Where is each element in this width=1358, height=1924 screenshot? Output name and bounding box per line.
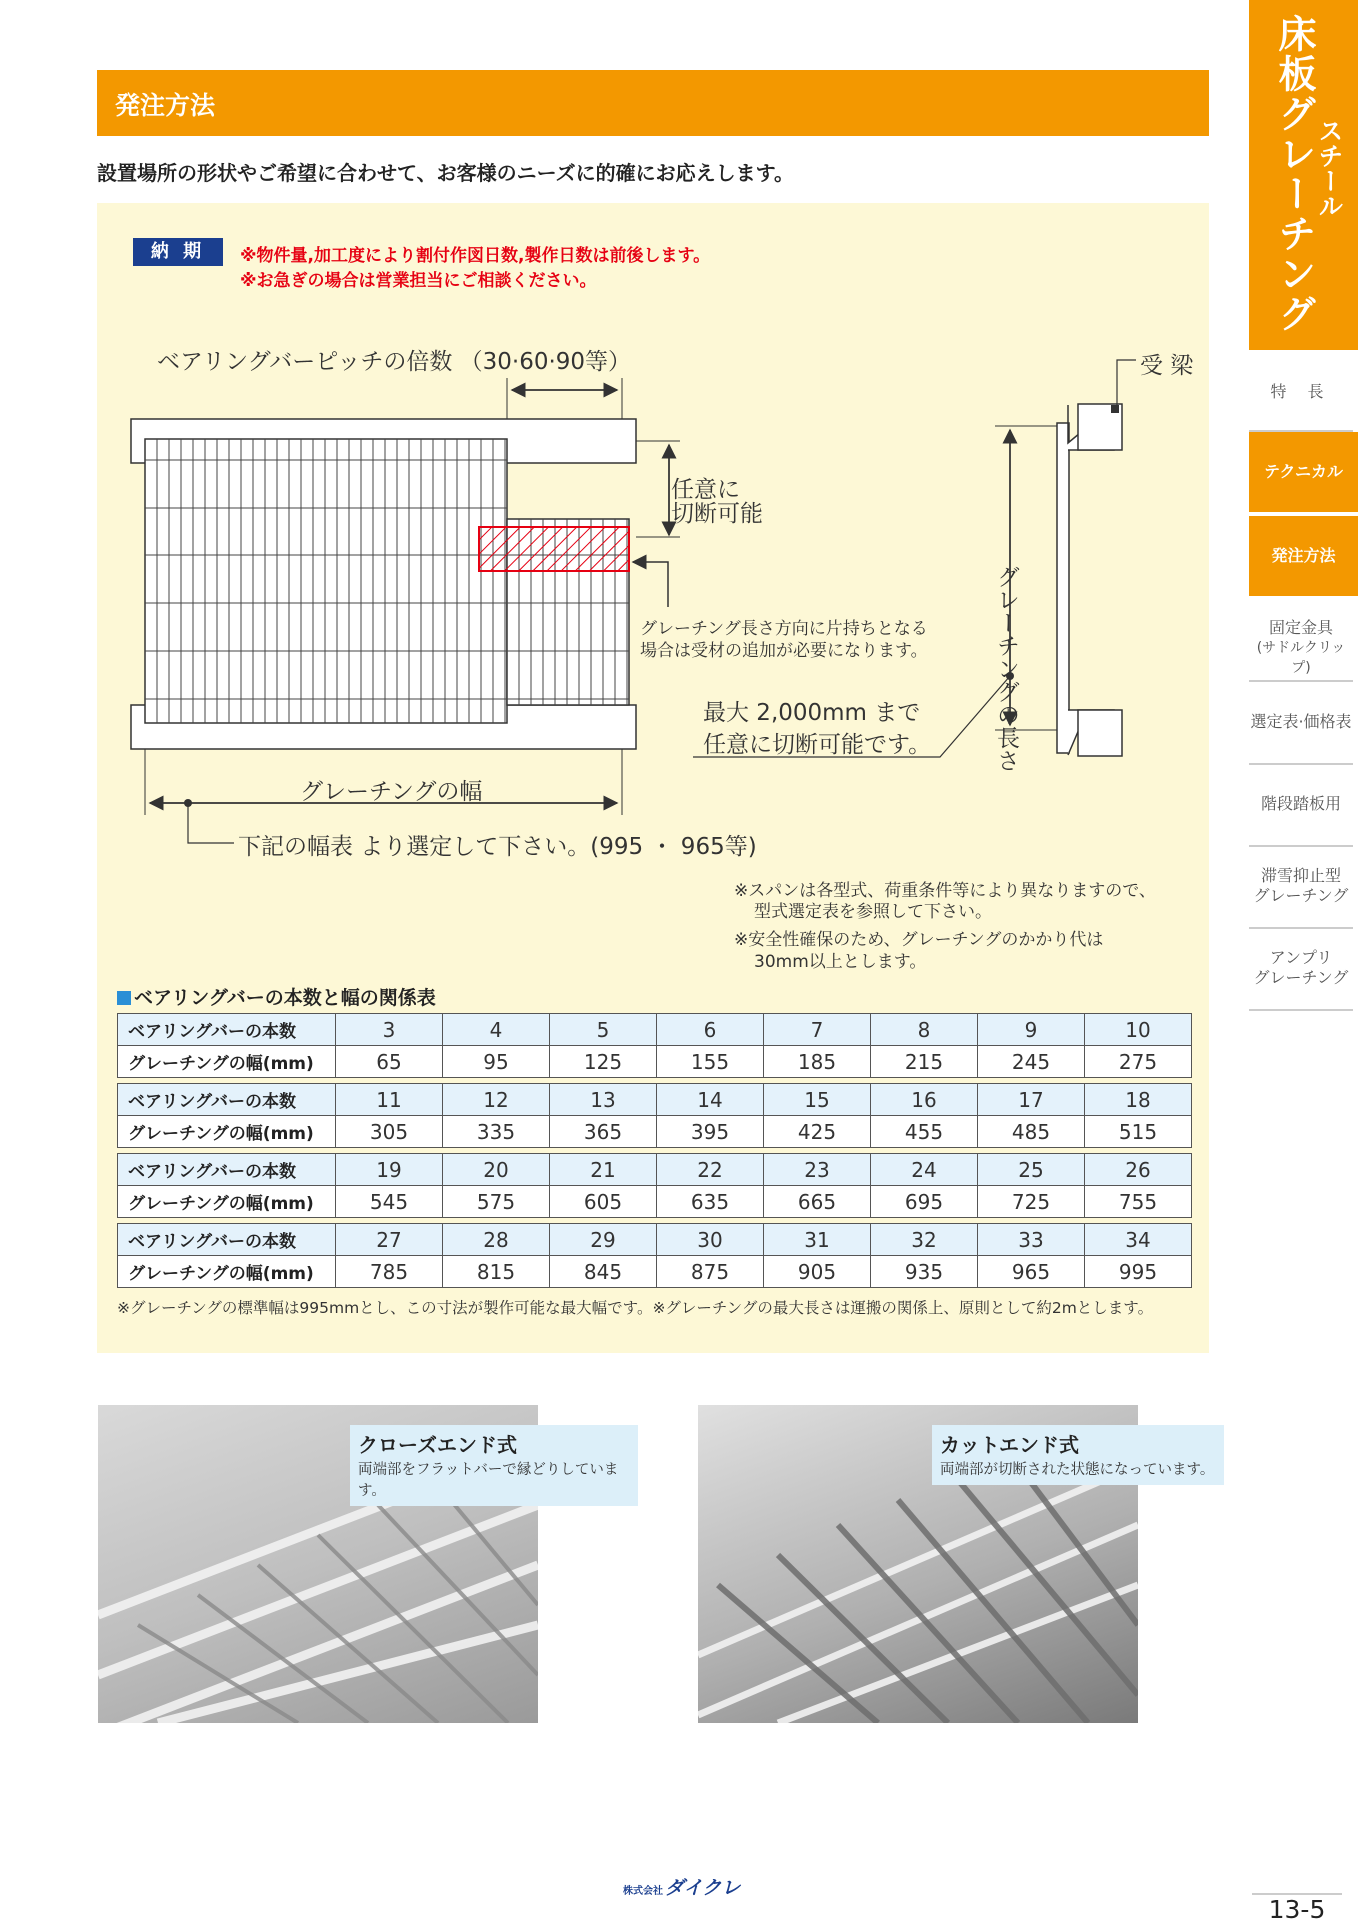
table-row — [118, 1014, 1192, 1046]
table-cell: 12 — [443, 1084, 550, 1116]
table-cell: 365 — [550, 1116, 657, 1148]
cut-end-desc: 両端部が切断された状態になっています。 — [940, 1462, 1215, 1478]
sidebar-item-snow[interactable] — [1249, 866, 1353, 906]
width-table-block — [117, 1153, 1192, 1218]
table-cell: 545 — [336, 1186, 443, 1218]
table-cell: 635 — [657, 1186, 764, 1218]
table-cell: 22 — [657, 1154, 764, 1186]
table-cell: 185 — [764, 1046, 871, 1078]
company-logo — [623, 1873, 740, 1900]
table-cell: 13 — [550, 1084, 657, 1116]
sidebar-item-fixtures[interactable] — [1249, 618, 1353, 678]
beam-web — [1057, 423, 1069, 753]
table-cell: 65 — [336, 1046, 443, 1078]
table-cell: 31 — [764, 1224, 871, 1256]
table-row — [118, 1154, 1192, 1186]
table-cell: 14 — [657, 1084, 764, 1116]
cut-label: 任意に — [671, 477, 740, 503]
table-cell: 395 — [657, 1116, 764, 1148]
sidebar-item-ordering[interactable]: 発注方法 — [1249, 516, 1358, 596]
sidebar-title-sub: スチール — [1315, 118, 1344, 218]
sidebar-title — [1249, 0, 1358, 350]
table-cell: 665 — [764, 1186, 871, 1218]
table-cell: 18 — [1085, 1084, 1192, 1116]
pitch-label: ベアリングバーピッチの倍数 （30·60·90等） — [157, 349, 632, 375]
table-cell: 605 — [550, 1186, 657, 1218]
table-cell: 245 — [978, 1046, 1085, 1078]
sidebar-item-stairs[interactable]: 階段踏板用 — [1260, 794, 1341, 813]
span-note: 型式選定表を参照して下さい。 — [754, 902, 992, 922]
table-cell: 32 — [871, 1224, 978, 1256]
max-cut-label: 最大 2,000mm まで — [703, 700, 921, 726]
support-note: 場合は受材の追加が必要になります。 — [640, 641, 928, 661]
cut-end-title: カットエンド式 — [940, 1433, 1079, 1457]
delivery-tag: 納 期 — [133, 238, 223, 266]
table-heading-text: ベアリングバーの本数と幅の関係表 — [134, 987, 436, 1009]
select-label: 下記の幅表 より選定して下さい。(995 ・ 965等) — [238, 834, 757, 860]
table-cell: 425 — [764, 1116, 871, 1148]
table-cell: 34 — [1085, 1224, 1192, 1256]
max-cut-label: 任意に切断可能です。 — [703, 732, 932, 758]
table-cell: 17 — [978, 1084, 1085, 1116]
table-cell: 5 — [550, 1014, 657, 1046]
support-note: グレーチング長さ方向に片持ちとなる — [640, 619, 928, 639]
sidebar-title-main: 床板グレーチング — [1272, 14, 1316, 334]
sidebar-item-ampli[interactable] — [1249, 948, 1353, 988]
table-cell: 28 — [443, 1224, 550, 1256]
table-cell: 3 — [336, 1014, 443, 1046]
table-cell: 24 — [871, 1154, 978, 1186]
table-cell: 125 — [550, 1046, 657, 1078]
sidebar-item-label: 滞雪抑止型 — [1260, 866, 1341, 885]
company-name: ダイクレ — [665, 1877, 741, 1899]
beam-label: 受 梁 — [1140, 353, 1194, 379]
table-row — [118, 1186, 1192, 1218]
cut-end-caption — [932, 1425, 1224, 1485]
table-cell: 785 — [336, 1256, 443, 1288]
row-header: ベアリングバーの本数 — [118, 1014, 336, 1046]
square-icon — [117, 991, 131, 1005]
table-cell: 7 — [764, 1014, 871, 1046]
sidebar-item-price[interactable]: 選定表·価格表 — [1250, 712, 1352, 731]
close-end-desc: 両端部をフラットバーで縁どりしています。 — [358, 1462, 619, 1499]
span-note: ※安全性確保のため、グレーチングのかかり代は — [734, 930, 1104, 950]
table-cell: 4 — [443, 1014, 550, 1046]
table-row — [118, 1116, 1192, 1148]
row-header: ベアリングバーの本数 — [118, 1154, 336, 1186]
row-header: グレーチングの幅(mm) — [118, 1256, 336, 1288]
table-cell: 575 — [443, 1186, 550, 1218]
delivery-note: ※物件量,加工度により割付作図日数,製作日数は前後します。 — [240, 246, 711, 266]
table-cell: 155 — [657, 1046, 764, 1078]
table-cell: 725 — [978, 1186, 1085, 1218]
width-label: グレーチングの幅 — [300, 779, 483, 805]
table-cell: 215 — [871, 1046, 978, 1078]
table-cell: 845 — [550, 1256, 657, 1288]
sidebar-item-label: (サドルクリップ) — [1256, 640, 1346, 676]
table-cell: 19 — [336, 1154, 443, 1186]
table-cell: 995 — [1085, 1256, 1192, 1288]
cut-area — [479, 527, 629, 571]
table-cell: 20 — [443, 1154, 550, 1186]
row-header: グレーチングの幅(mm) — [118, 1046, 336, 1078]
table-cell: 875 — [657, 1256, 764, 1288]
table-cell: 21 — [550, 1154, 657, 1186]
sidebar-item-label: グレーチング — [1253, 886, 1349, 905]
table-heading — [117, 983, 436, 1010]
table-footnote: ※グレーチングの標準幅は995mmとし、この寸法が製作可能な最大幅です。※グレーチングの最大長さは運搬の関係上、原則として約2mとします。 — [117, 1299, 1154, 1317]
table-cell: 485 — [978, 1116, 1085, 1148]
table-cell: 275 — [1085, 1046, 1192, 1078]
sidebar-item-technical[interactable]: テクニカル — [1249, 432, 1358, 512]
company-prefix: 株式会社 — [623, 1886, 663, 1897]
width-table-block — [117, 1083, 1192, 1148]
close-end-title: クローズエンド式 — [358, 1433, 517, 1457]
table-cell: 335 — [443, 1116, 550, 1148]
sidebar-item-label: アンプリ — [1269, 948, 1333, 967]
table-cell: 30 — [657, 1224, 764, 1256]
sidebar-item-label: グレーチング — [1253, 968, 1349, 987]
table-cell: 815 — [443, 1256, 550, 1288]
width-table-block — [117, 1223, 1192, 1288]
grating-body — [145, 439, 507, 723]
table-row — [118, 1046, 1192, 1078]
intro-text: 設置場所の形状やご希望に合わせて、お客様のニーズに的確にお応えします。 — [97, 161, 794, 185]
table-cell: 23 — [764, 1154, 871, 1186]
table-cell: 965 — [978, 1256, 1085, 1288]
table-row — [118, 1256, 1192, 1288]
table-cell: 9 — [978, 1014, 1085, 1046]
table-cell: 11 — [336, 1084, 443, 1116]
table-row — [118, 1224, 1192, 1256]
span-note: ※スパンは各型式、荷重条件等により異なりますので、 — [734, 881, 1156, 901]
close-end-caption — [350, 1425, 638, 1506]
length-label: グレーチングの長さ — [993, 565, 1019, 772]
row-header: グレーチングの幅(mm) — [118, 1116, 336, 1148]
cut-label: 切断可能 — [671, 501, 763, 527]
table-cell: 935 — [871, 1256, 978, 1288]
page-number: 13-5 — [1252, 1893, 1342, 1924]
table-cell: 25 — [978, 1154, 1085, 1186]
table-cell: 29 — [550, 1224, 657, 1256]
row-header: グレーチングの幅(mm) — [118, 1186, 336, 1218]
table-cell: 26 — [1085, 1154, 1192, 1186]
row-header: ベアリングバーの本数 — [118, 1084, 336, 1116]
sidebar-item-label: 固定金具 — [1268, 618, 1333, 637]
span-note: 30mm以上とします。 — [754, 952, 927, 972]
table-cell: 755 — [1085, 1186, 1192, 1218]
table-cell: 16 — [871, 1084, 978, 1116]
table-cell: 27 — [336, 1224, 443, 1256]
delivery-note: ※お急ぎの場合は営業担当にご相談ください。 — [240, 271, 597, 291]
section-title: 発注方法 — [115, 91, 216, 120]
row-header: ベアリングバーの本数 — [118, 1224, 336, 1256]
table-cell: 15 — [764, 1084, 871, 1116]
table-row — [118, 1084, 1192, 1116]
table-cell: 95 — [443, 1046, 550, 1078]
table-cell: 10 — [1085, 1014, 1192, 1046]
table-cell: 305 — [336, 1116, 443, 1148]
width-table-block — [117, 1013, 1192, 1078]
table-cell: 33 — [978, 1224, 1085, 1256]
table-cell: 8 — [871, 1014, 978, 1046]
table-cell: 695 — [871, 1186, 978, 1218]
sidebar-item-features[interactable]: 特 長 — [1270, 382, 1332, 401]
table-cell: 6 — [657, 1014, 764, 1046]
table-cell: 515 — [1085, 1116, 1192, 1148]
table-cell: 455 — [871, 1116, 978, 1148]
table-cell: 905 — [764, 1256, 871, 1288]
